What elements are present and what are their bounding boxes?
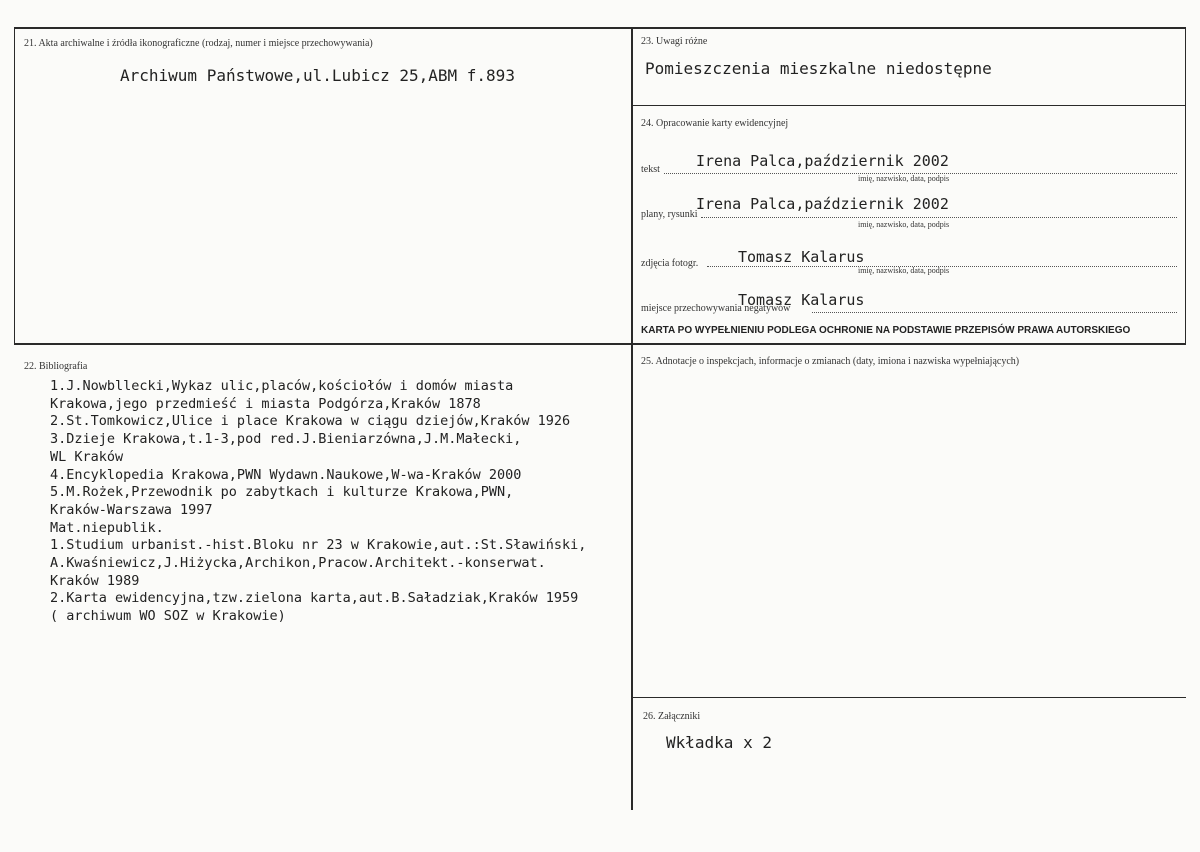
row-negatywy-label: miejsce przechowywania negatywów: [641, 303, 791, 314]
middle-divider: [631, 27, 633, 810]
row-plany-label: plany, rysunki: [641, 209, 698, 220]
copyright-notice: KARTA PO WYPEŁNIENIU PODLEGA OCHRONIE NA PODSTAWIE PRZEPISÓW PRAWA AUTORSKIEGO: [641, 325, 1131, 336]
section25-label: 25. Adnotacje o inspekcjach, informacje o zmianach (daty, imiona i nazwiska wypełniających): [641, 356, 1020, 367]
section22-label: 22. Bibliografia: [24, 361, 88, 372]
row-negatywy-line: [812, 312, 1177, 313]
row-zdjecia-caption: imię, nazwisko, data, podpis: [858, 266, 950, 275]
row-negatywy-value: Tomasz Kalarus: [738, 291, 865, 309]
bibliography-line: A.Kwaśniewicz,J.Hiżycka,Archikon,Pracow.Architekt.-konserwat.: [50, 555, 546, 572]
section21-value: Archiwum Państwowe,ul.Lubicz 25,ABM f.893: [120, 66, 515, 85]
top-border: [14, 27, 1186, 29]
bibliography-line: Mat.niepublik.: [50, 519, 164, 536]
section23-label: 23. Uwagi różne: [641, 36, 708, 47]
bibliography-line: 1.Studium urbanist.-hist.Bloku nr 23 w Krakowie,aut.:St.Sławiński,: [50, 537, 587, 554]
section21-label: 21. Akta archiwalne i źródła ikonograficzne (rodzaj, numer i miejsce przechowywania): [24, 38, 373, 49]
row-zdjecia-label: zdjęcia fotogr.: [641, 258, 699, 269]
bibliography-line: WL Kraków: [50, 448, 124, 465]
row-tekst-caption: imię, nazwisko, data, podpis: [858, 174, 950, 183]
bibliography-line: ( archiwum WO SOZ w Krakowie): [50, 608, 286, 625]
bibliography-line: 5.M.Rożek,Przewodnik po zabytkach i kulturze Krakowa,PWN,: [50, 484, 514, 501]
bibliography-line: 3.Dzieje Krakowa,t.1-3,pod red.J.Bieniarzówna,J.M.Małecki,: [50, 431, 522, 448]
right-border: [1185, 27, 1186, 343]
bibliography-line: 2.Karta ewidencyjna,tzw.zielona karta,aut.B.Saładziak,Kraków 1959: [50, 590, 579, 607]
section26-label: 26. Załączniki: [643, 711, 701, 722]
bibliography-line: Kraków 1989: [50, 572, 140, 589]
section23-value: Pomieszczenia mieszkalne niedostępne: [645, 59, 992, 78]
section23-divider: [631, 105, 1186, 106]
left-border: [14, 27, 15, 343]
row-plany-line: [701, 217, 1177, 218]
section26-divider: [631, 697, 1186, 698]
bibliography-line: 4.Encyklopedia Krakowa,PWN Wydawn.Naukowe,W-wa-Kraków 2000: [50, 466, 522, 483]
bibliography-list: [50, 378, 586, 626]
row-plany-caption: imię, nazwisko, data, podpis: [858, 220, 950, 229]
row-zdjecia-value: Tomasz Kalarus: [738, 248, 865, 266]
bibliography-line: Kraków-Warszawa 1997: [50, 501, 213, 518]
section24-label: 24. Opracowanie karty ewidencyjnej: [641, 118, 789, 129]
bibliography-line: 1.J.Nowbllecki,Wykaz ulic,placów,kościołów i domów miasta: [50, 378, 514, 394]
row-tekst-label: tekst: [641, 164, 660, 175]
bibliography-line: Krakowa,jego przedmieść i miasta Podgórza,Kraków 1878: [50, 395, 481, 412]
row-divider: [14, 343, 1186, 345]
row-tekst-value: Irena Palca,październik 2002: [696, 152, 949, 170]
row-plany-value: Irena Palca,październik 2002: [696, 195, 949, 213]
section26-value: Wkładka x 2: [666, 733, 772, 752]
bibliography-line: 2.St.Tomkowicz,Ulice i place Krakowa w ciągu dziejów,Kraków 1926: [50, 413, 571, 430]
